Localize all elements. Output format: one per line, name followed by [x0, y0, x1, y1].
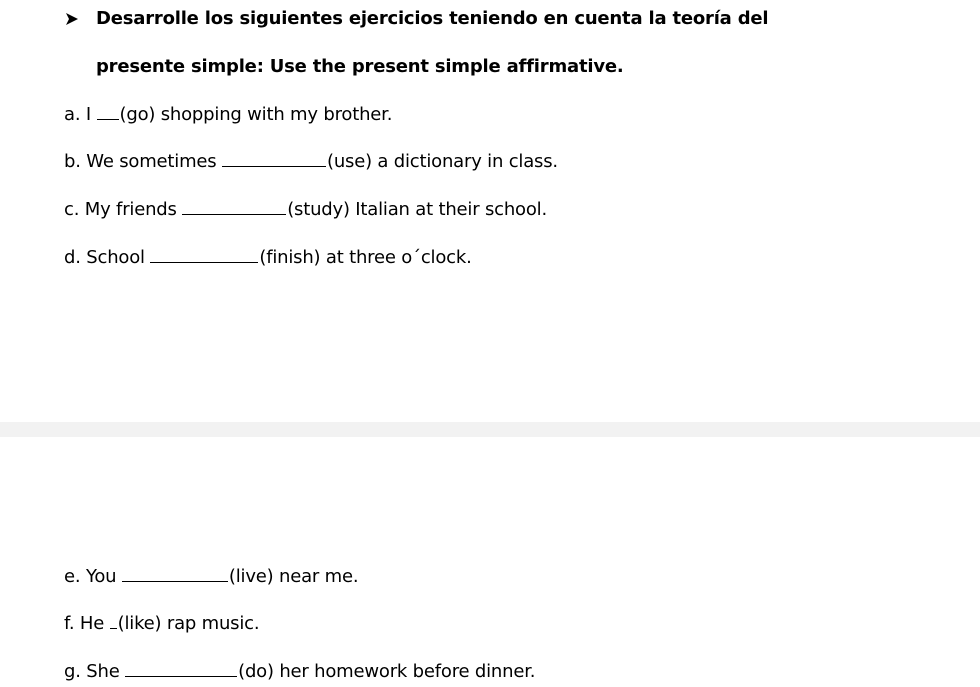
answer-blank[interactable] [182, 199, 286, 215]
exercise-label: d. [64, 247, 81, 268]
exercise-text-after: (study) Italian at their school. [287, 199, 547, 220]
arrowhead-bullet-icon [64, 10, 80, 28]
answer-blank[interactable] [97, 104, 119, 120]
exercise-text-before: You [85, 566, 117, 587]
exercise-label: b. [64, 151, 81, 172]
exercise-text-after: (go) shopping with my brother. [119, 104, 393, 125]
exercise-text-after: (live) near me. [228, 566, 359, 587]
instruction-line-1: Desarrolle los siguientes ejercicios teniendo en cuenta la teoría del [96, 8, 769, 29]
exercise-c [64, 199, 547, 220]
exercise-text-before: She [86, 661, 120, 682]
exercise-label: c. [64, 199, 80, 220]
answer-blank[interactable] [150, 247, 258, 263]
exercise-d [64, 247, 472, 268]
exercise-label: a. [64, 104, 81, 125]
exercise-text-after: (do) her homework before dinner. [238, 661, 536, 682]
document-page-bottom [0, 437, 980, 687]
exercise-label: e. [64, 566, 81, 587]
exercise-text-after: (like) rap music. [117, 613, 260, 634]
answer-blank[interactable] [125, 661, 237, 677]
exercise-label: f. [64, 613, 75, 634]
exercise-e [64, 566, 358, 587]
exercise-text-after: (use) a dictionary in class. [327, 151, 558, 172]
exercise-f [64, 613, 259, 634]
exercise-a [64, 104, 392, 125]
exercise-text-before: We sometimes [86, 151, 217, 172]
exercise-b [64, 151, 558, 172]
answer-blank[interactable] [122, 566, 228, 582]
exercise-text-before: School [86, 247, 145, 268]
exercise-text-before: My friends [84, 199, 177, 220]
page-break-gap [0, 422, 980, 437]
answer-blank[interactable] [222, 151, 326, 167]
exercise-text-before: I [85, 104, 91, 125]
exercise-g [64, 661, 535, 682]
answer-blank[interactable] [110, 613, 117, 629]
exercise-label: g. [64, 661, 81, 682]
exercise-text-before: He [79, 613, 105, 634]
exercise-text-after: (finish) at three o´clock. [259, 247, 472, 268]
instruction-line-2: presente simple: Use the present simple affirmative. [96, 56, 624, 77]
